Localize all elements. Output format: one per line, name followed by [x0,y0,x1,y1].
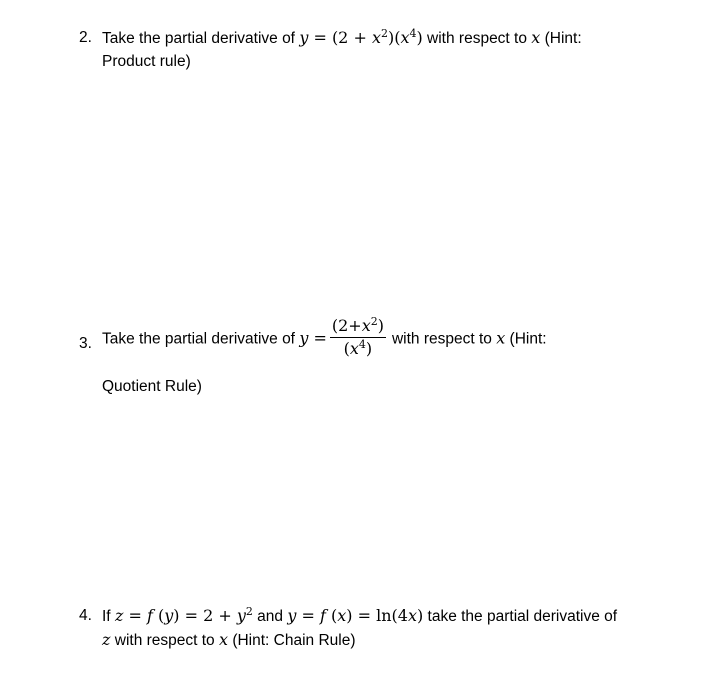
question-text [102,314,689,398]
hint-text: (Hint: Chain Rule) [228,632,356,649]
eq-part: ) [416,28,423,47]
prompt-text: Take the partial derivative of [102,30,295,47]
prompt-text: If [102,608,111,625]
var-x: x [371,28,381,47]
eq-part: = [123,606,147,625]
eq-part: = [308,328,327,348]
question-text [102,604,679,652]
fraction-denominator [330,338,386,359]
hint-open: (Hint: [505,330,547,348]
eq-part: )( [387,28,401,47]
eq-part: ( [325,606,338,625]
question-number: 3. [79,335,92,352]
den-part: ( [343,339,350,358]
den-part: ) [365,339,373,358]
equation [115,606,253,625]
var-x: x [531,28,541,47]
var-x: x [349,339,359,358]
num-part: ) [377,316,384,335]
exponent: 4 [409,26,417,40]
eq-part: ) = ln(4 [346,606,408,625]
var-z: z [102,630,111,649]
var-y: y [236,606,246,625]
num-part: (2+ [331,316,362,335]
question-2 [79,26,689,73]
prompt-text: take the partial derivative of [423,608,618,625]
hint-text: Quotient Rule) [102,378,202,395]
question-number: 4. [79,607,92,624]
var-y: y [299,328,309,348]
var-f: f [319,606,326,625]
var-y: y [299,28,309,47]
question-3 [79,314,689,398]
var-x: x [218,630,229,649]
var-y: y [164,606,174,625]
hint-open: (Hint: [540,30,582,47]
var-x: x [407,606,417,625]
exponent: 2 [245,604,253,618]
eq-part: ( [152,606,165,625]
eq-part: = [296,606,320,625]
exponent: 4 [358,337,366,351]
prompt-text: and [252,608,288,625]
fraction [330,316,386,359]
question-text [102,26,689,73]
var-y: y [287,606,297,625]
exponent: 2 [380,26,388,40]
prompt-text: with respect to [110,632,219,649]
question-number: 2. [79,29,92,46]
prompt-text: Take the partial derivative of [102,330,295,348]
equation [299,28,422,47]
var-z: z [114,606,124,625]
var-f: f [146,606,153,625]
hint-text: Product rule) [102,53,191,70]
eq-part: ) [416,606,424,625]
question-4 [79,604,679,652]
var-x: x [337,606,347,625]
prompt-text: with respect to [391,330,497,348]
eq-part: ) = 2 + [173,606,237,625]
fraction-numerator [330,316,386,338]
var-x: x [496,328,506,348]
equation [287,606,423,625]
exponent: 2 [370,314,378,328]
eq-part: = (2 + [308,28,372,47]
var-x: x [361,316,371,335]
prompt-text: with respect to [422,30,532,47]
var-x: x [400,28,410,47]
